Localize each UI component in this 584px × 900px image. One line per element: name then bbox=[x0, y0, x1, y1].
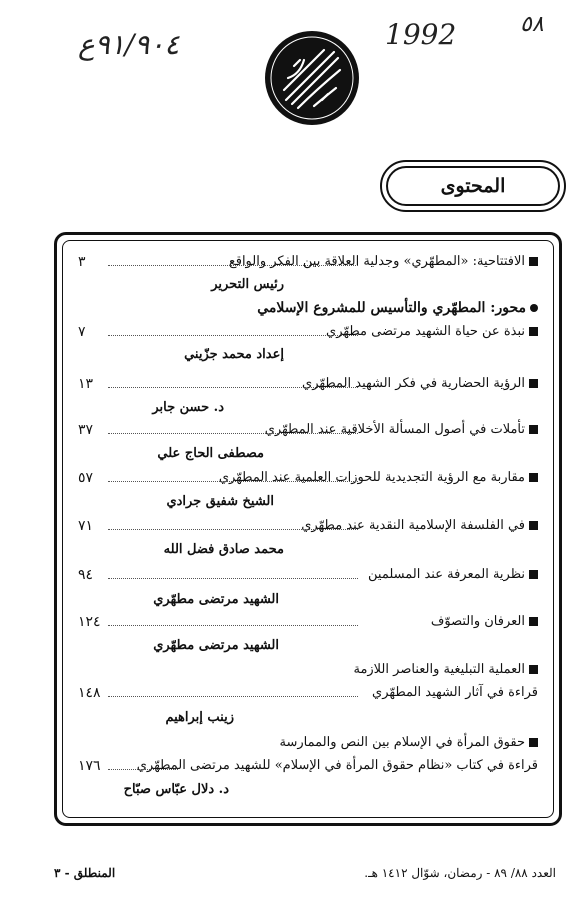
square-bullet-icon bbox=[529, 425, 538, 434]
handwritten-reference: ٩١/٩٠٤ع bbox=[78, 28, 180, 61]
toc-entry-subtitle-row bbox=[78, 683, 538, 703]
toc-entry-title: الافتتاحية: «المطهّري» وجدلية العلاقة بين الفكر والواقع bbox=[225, 252, 538, 272]
dot-leader bbox=[108, 625, 358, 626]
toc-entry-title: نبذة عن حياة الشهيد مرتضى مطهّري bbox=[322, 322, 538, 342]
toc-entry-subtitle: قراءة في آثار الشهيد المطهّري bbox=[368, 683, 538, 703]
toc-page-number: ٩٤ bbox=[78, 565, 97, 585]
toc-entry bbox=[78, 322, 538, 342]
toc-section-heading: محور: المطهّري والتأسيس للمشروع الإسلامي bbox=[257, 300, 538, 316]
toc-author: الشهيد مرتضى مطهّري bbox=[153, 638, 279, 653]
square-bullet-icon bbox=[529, 738, 538, 747]
toc-entry-title: مقاربة مع الرؤية التجديدية للحوزات العلمية عند المطهّري bbox=[215, 468, 538, 488]
toc-page-number: ٧١ bbox=[78, 516, 97, 536]
toc-author: مصطفى الحاج علي bbox=[157, 446, 264, 461]
toc-entry-title: الرؤية الحضارية في فكر الشهيد المطهّري bbox=[298, 374, 538, 394]
toc-page-number: ٧ bbox=[78, 322, 90, 342]
toc-entry-title: نظرية المعرفة عند المسلمين bbox=[364, 565, 538, 585]
dot-leader bbox=[108, 265, 358, 266]
toc-entry bbox=[78, 660, 538, 680]
square-bullet-icon bbox=[529, 521, 538, 530]
toc-entry bbox=[78, 468, 538, 488]
dot-leader bbox=[108, 578, 358, 579]
toc-author: زينب إبراهيم bbox=[165, 710, 234, 725]
round-bullet-icon bbox=[530, 304, 538, 312]
toc-page-number: ١٧٦ bbox=[78, 756, 105, 776]
dot-leader bbox=[108, 387, 358, 388]
toc-entry-subtitle: قراءة في كتاب «نظام حقوق المرأة في الإسلام» للشهيد مرتضى المطهّري bbox=[133, 756, 538, 776]
dot-leader bbox=[108, 433, 358, 434]
toc-page-number: ٣ bbox=[78, 252, 90, 272]
toc-author: إعداد محمد جزّيني bbox=[184, 347, 284, 362]
dot-leader bbox=[108, 481, 358, 482]
toc-entry-title: حقوق المرأة في الإسلام بين النص والممارسة bbox=[275, 733, 538, 753]
toc-author: الشيخ شفيق جرادي bbox=[166, 494, 274, 509]
toc-page-number: ١٣ bbox=[78, 374, 97, 394]
toc-author: د. دلال عبّاس صبّاح bbox=[123, 782, 229, 797]
toc-page-number: ٥٧ bbox=[78, 468, 97, 488]
toc-page-number: ١٢٤ bbox=[78, 612, 105, 632]
toc-entry bbox=[78, 733, 538, 753]
toc-author: الشهيد مرتضى مطهّري bbox=[153, 592, 279, 607]
contents-title-frame bbox=[380, 160, 566, 212]
footer-page-label: المنطلق - ٣ bbox=[54, 866, 116, 880]
square-bullet-icon bbox=[529, 617, 538, 626]
toc-entry bbox=[78, 252, 538, 272]
toc-entry-subtitle-row bbox=[78, 756, 538, 776]
toc-page-number: ١٤٨ bbox=[78, 683, 105, 703]
square-bullet-icon bbox=[529, 665, 538, 674]
toc-entry-title: في الفلسفة الإسلامية النقدية عند مطهّري bbox=[297, 516, 538, 536]
toc-entry bbox=[78, 374, 538, 394]
basmala-seal-logo bbox=[264, 30, 360, 126]
toc-page-number: ٣٧ bbox=[78, 420, 97, 440]
square-bullet-icon bbox=[529, 257, 538, 266]
toc-author: رئيس التحرير bbox=[211, 277, 284, 292]
square-bullet-icon bbox=[529, 327, 538, 336]
toc-entry bbox=[78, 565, 538, 585]
toc-entry bbox=[78, 420, 538, 440]
square-bullet-icon bbox=[529, 473, 538, 482]
dot-leader bbox=[108, 529, 358, 530]
toc-entry bbox=[78, 516, 538, 536]
contents-title: المحتوى bbox=[386, 166, 560, 206]
dot-leader bbox=[108, 696, 358, 697]
toc-entry bbox=[78, 612, 538, 632]
toc-entry-title: العرفان والتصوّف bbox=[427, 612, 538, 632]
toc-author: محمد صادق فضل الله bbox=[163, 542, 284, 557]
handwritten-year: 1992 bbox=[385, 18, 457, 51]
dot-leader bbox=[108, 335, 358, 336]
toc-author: د. حسن جابر bbox=[152, 400, 224, 415]
dot-leader bbox=[108, 769, 178, 770]
handwritten-number: ٥٨ bbox=[520, 12, 544, 37]
square-bullet-icon bbox=[529, 379, 538, 388]
toc-entry-title: العملية التبليغية والعناصر اللازمة bbox=[349, 660, 538, 680]
toc-entry-title: تأملات في أصول المسألة الأخلاقية عند المطهّري bbox=[261, 420, 538, 440]
footer-issue-info: العدد ٨٨/ ٨٩ - رمضان، شوّال ١٤١٢ هـ. bbox=[364, 866, 556, 880]
square-bullet-icon bbox=[529, 570, 538, 579]
